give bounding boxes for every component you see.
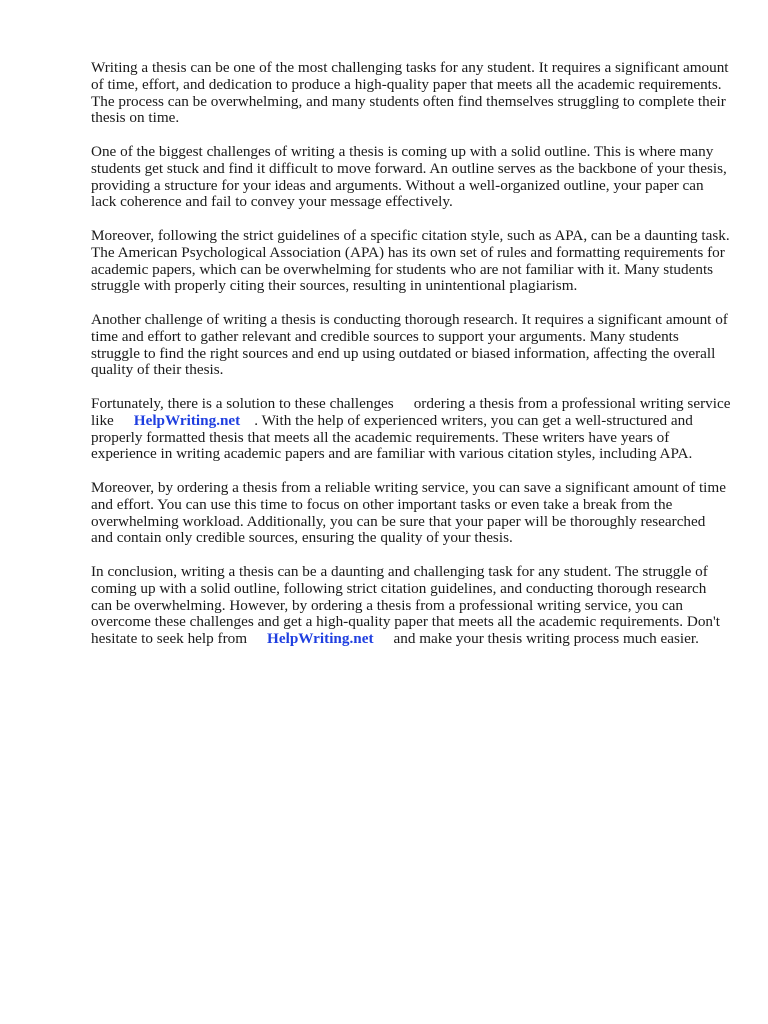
paragraph-solution-text-after: . With the help of experienced writers, you can get a well-structured and properly formatted thesis that meets all the academic requirements. These writers have years of experience in writing academic papers and are familiar with various citation styles, including APA. xyxy=(91,411,693,463)
paragraph-solution-text-before: Fortunately, there is a solution to these challenges xyxy=(91,394,394,412)
helpwriting-link[interactable]: HelpWriting.net xyxy=(133,411,241,429)
paragraph-solution-text-middle: ordering a thesis from a professional writing service like xyxy=(91,394,731,429)
paragraph-citation: Moreover, following the strict guidelines of a specific citation style, such as APA, can be a daunting task. The American Psychological Association (APA) has its own set of rules and formatting requirements for academic papers, which can be overwhelming for students who are not familiar with it. Many students struggle with properly citing their sources, resulting in unintentional plagiarism. xyxy=(91,226,730,295)
paragraph-conclusion-text-after: and make your thesis writing process much easier. xyxy=(393,630,699,648)
helpwriting-link-conclusion[interactable]: HelpWriting.net xyxy=(267,630,374,648)
paragraph-conclusion-text-before: In conclusion, writing a thesis can be a daunting and challenging task for any student. The struggle of coming up with a solid outline, following strict citation guidelines, and conducting thorough research can be overwhelming. However, by ordering a thesis from a professional writing service, you can overcome these challenges and get a high-quality paper that meets all the academic requirements. Don't hesitate to seek help from xyxy=(91,562,720,648)
paragraph-research: Another challenge of writing a thesis is conducting thorough research. It requires a significant amount of time and effort to gather relevant and credible sources to support your arguments. Many students struggle to find the right sources and end up using outdated or biased information, affecting the overall quality of their thesis. xyxy=(91,310,728,379)
document-body xyxy=(91,60,731,665)
paragraph-intro: Writing a thesis can be one of the most challenging tasks for any student. It requires a significant amount of time, effort, and dedication to produce a high-quality paper that meets all the academic requirements. The process can be overwhelming, and many students often find themselves struggling to complete their thesis on time. xyxy=(91,59,729,127)
paragraph-outline: One of the biggest challenges of writing a thesis is coming up with a solid outline. This is where many students get stuck and find it difficult to move forward. An outline serves as the backbone of your thesis, providing a structure for your ideas and arguments. Without a well-organized outline, your paper can lack coherence and fail to convey your message effectively. xyxy=(91,142,727,211)
paragraph-solution xyxy=(91,396,731,463)
paragraph-benefits: Moreover, by ordering a thesis from a reliable writing service, you can save a significant amount of time and effort. You can use this time to focus on other important tasks or even take a break from the overwhelming workload. Additionally, you can be sure that your paper will be thoroughly researched and contain only credible sources, ensuring the quality of your thesis. xyxy=(91,478,726,547)
paragraph-conclusion xyxy=(91,564,731,648)
